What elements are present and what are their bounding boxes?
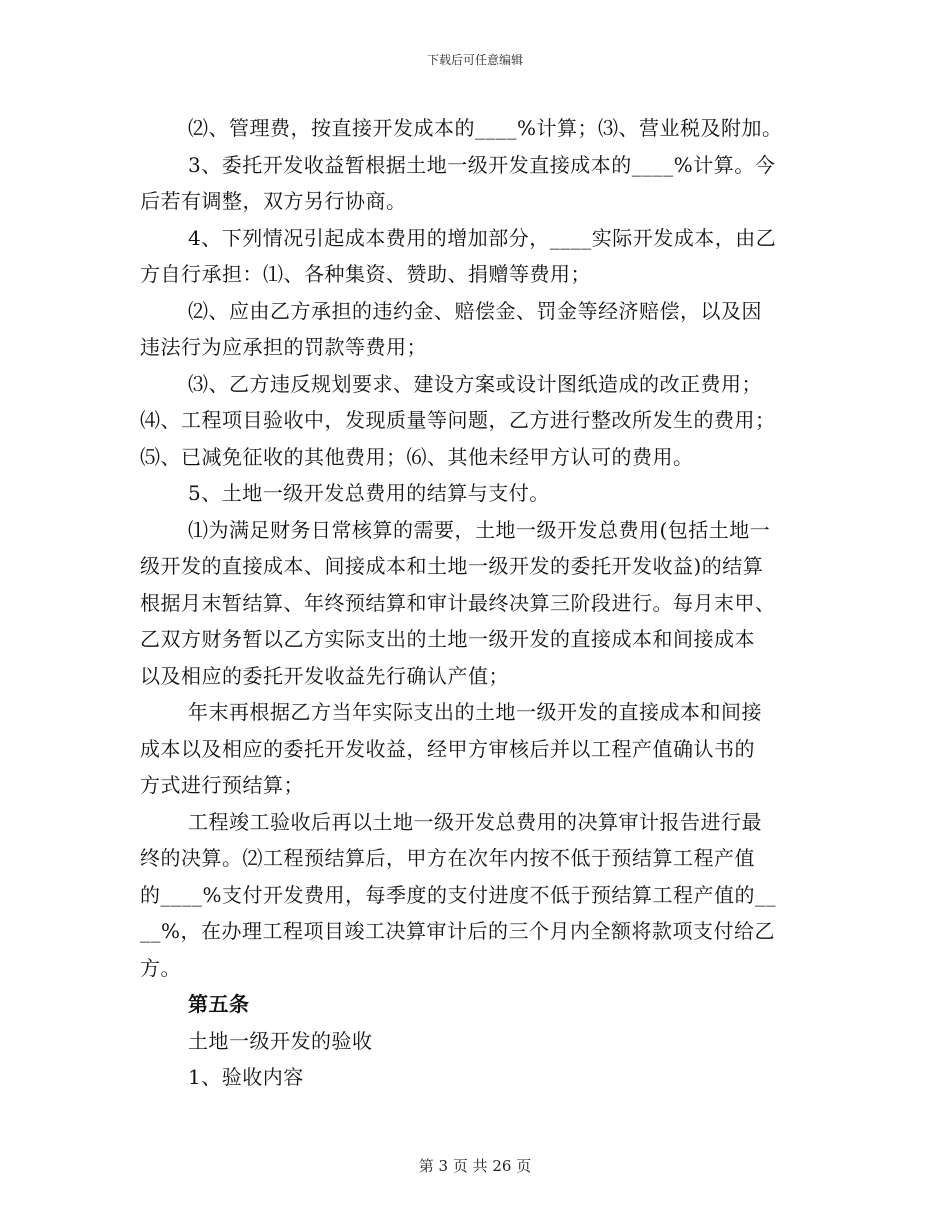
- body-line-7: 违法行为应承担的罚款等费用；: [140, 335, 427, 359]
- body-line-2: 3、委托开发收益暂根据土地一级开发直接成本的____%计算。今: [188, 152, 776, 177]
- body-line-8: ⑶、乙方违反规划要求、建设方案或设计图纸造成的改正费用；: [188, 371, 762, 396]
- body-line-19: 方式进行预结算；: [140, 773, 304, 797]
- body-line-5: 方自行承担：⑴、各种集资、赞助、捐赠等费用；: [140, 262, 591, 286]
- page-header: 下载后可任意编辑: [426, 53, 523, 67]
- body-line-1: ⑵、管理费，按直接开发成本的____%计算；⑶、营业税及附加。: [188, 116, 783, 140]
- article-heading: 第五条: [188, 992, 250, 1016]
- body-line-3: 后若有调整，双方另行协商。: [140, 189, 407, 213]
- body-line-11: 5、土地一级开发总费用的结算与支付。: [188, 481, 550, 505]
- body-line-24: 方。: [140, 955, 181, 980]
- body-line-20: 工程竣工验收后再以土地一级开发总费用的决算审计报告进行最: [188, 809, 762, 834]
- section-title: 土地一级开发的验收: [188, 1028, 373, 1053]
- body-line-18: 成本以及相应的委托开发收益，经甲方审核后并以工程产值确认书的: [140, 736, 755, 761]
- body-line-16: 以及相应的委托开发收益先行确认产值；: [140, 663, 509, 688]
- body-line-4: 4、下列情况引起成本费用的增加部分，____实际开发成本，由乙: [188, 225, 777, 250]
- body-line-15: 乙双方财务暂以乙方实际支出的土地一级开发的直接成本和间接成本: [140, 627, 755, 651]
- body-line-23: __%，在办理工程项目竣工决算审计后的三个月内全额将款项支付给乙: [140, 919, 776, 943]
- body-line-6: ⑵、应由乙方承担的违约金、赔偿金、罚金等经济赔偿，以及因: [188, 298, 762, 323]
- body-line-14: 根据月末暂结算、年终预结算和审计最终决算三阶段进行。每月末甲、: [140, 590, 776, 615]
- body-line-17: 年末再根据乙方当年实际支出的土地一级开发的直接成本和间接: [188, 700, 762, 724]
- body-line-10: ⑸、已减免征收的其他费用；⑹、其他未经甲方认可的费用。: [140, 444, 694, 469]
- body-line-27: 1、验收内容: [188, 1065, 304, 1089]
- body-line-9: ⑷、工程项目验收中，发现质量等问题，乙方进行整改所发生的费用；: [140, 408, 776, 432]
- body-line-13: 级开发的直接成本、间接成本和土地一级开发的委托开发收益)的结算: [140, 554, 764, 578]
- body-line-22: 的____%支付开发费用，每季度的支付进度不低于预结算工程产值的__: [140, 882, 777, 907]
- document-body: [140, 110, 820, 1096]
- page-number-footer: 第 3 页 共 26 页: [418, 1157, 532, 1175]
- body-line-12: ⑴为满足财务日常核算的需要，土地一级开发总费用(包括土地一: [188, 517, 771, 542]
- body-line-21: 终的决算。⑵工程预结算后，甲方在次年内按不低于预结算工程产值: [140, 846, 755, 870]
